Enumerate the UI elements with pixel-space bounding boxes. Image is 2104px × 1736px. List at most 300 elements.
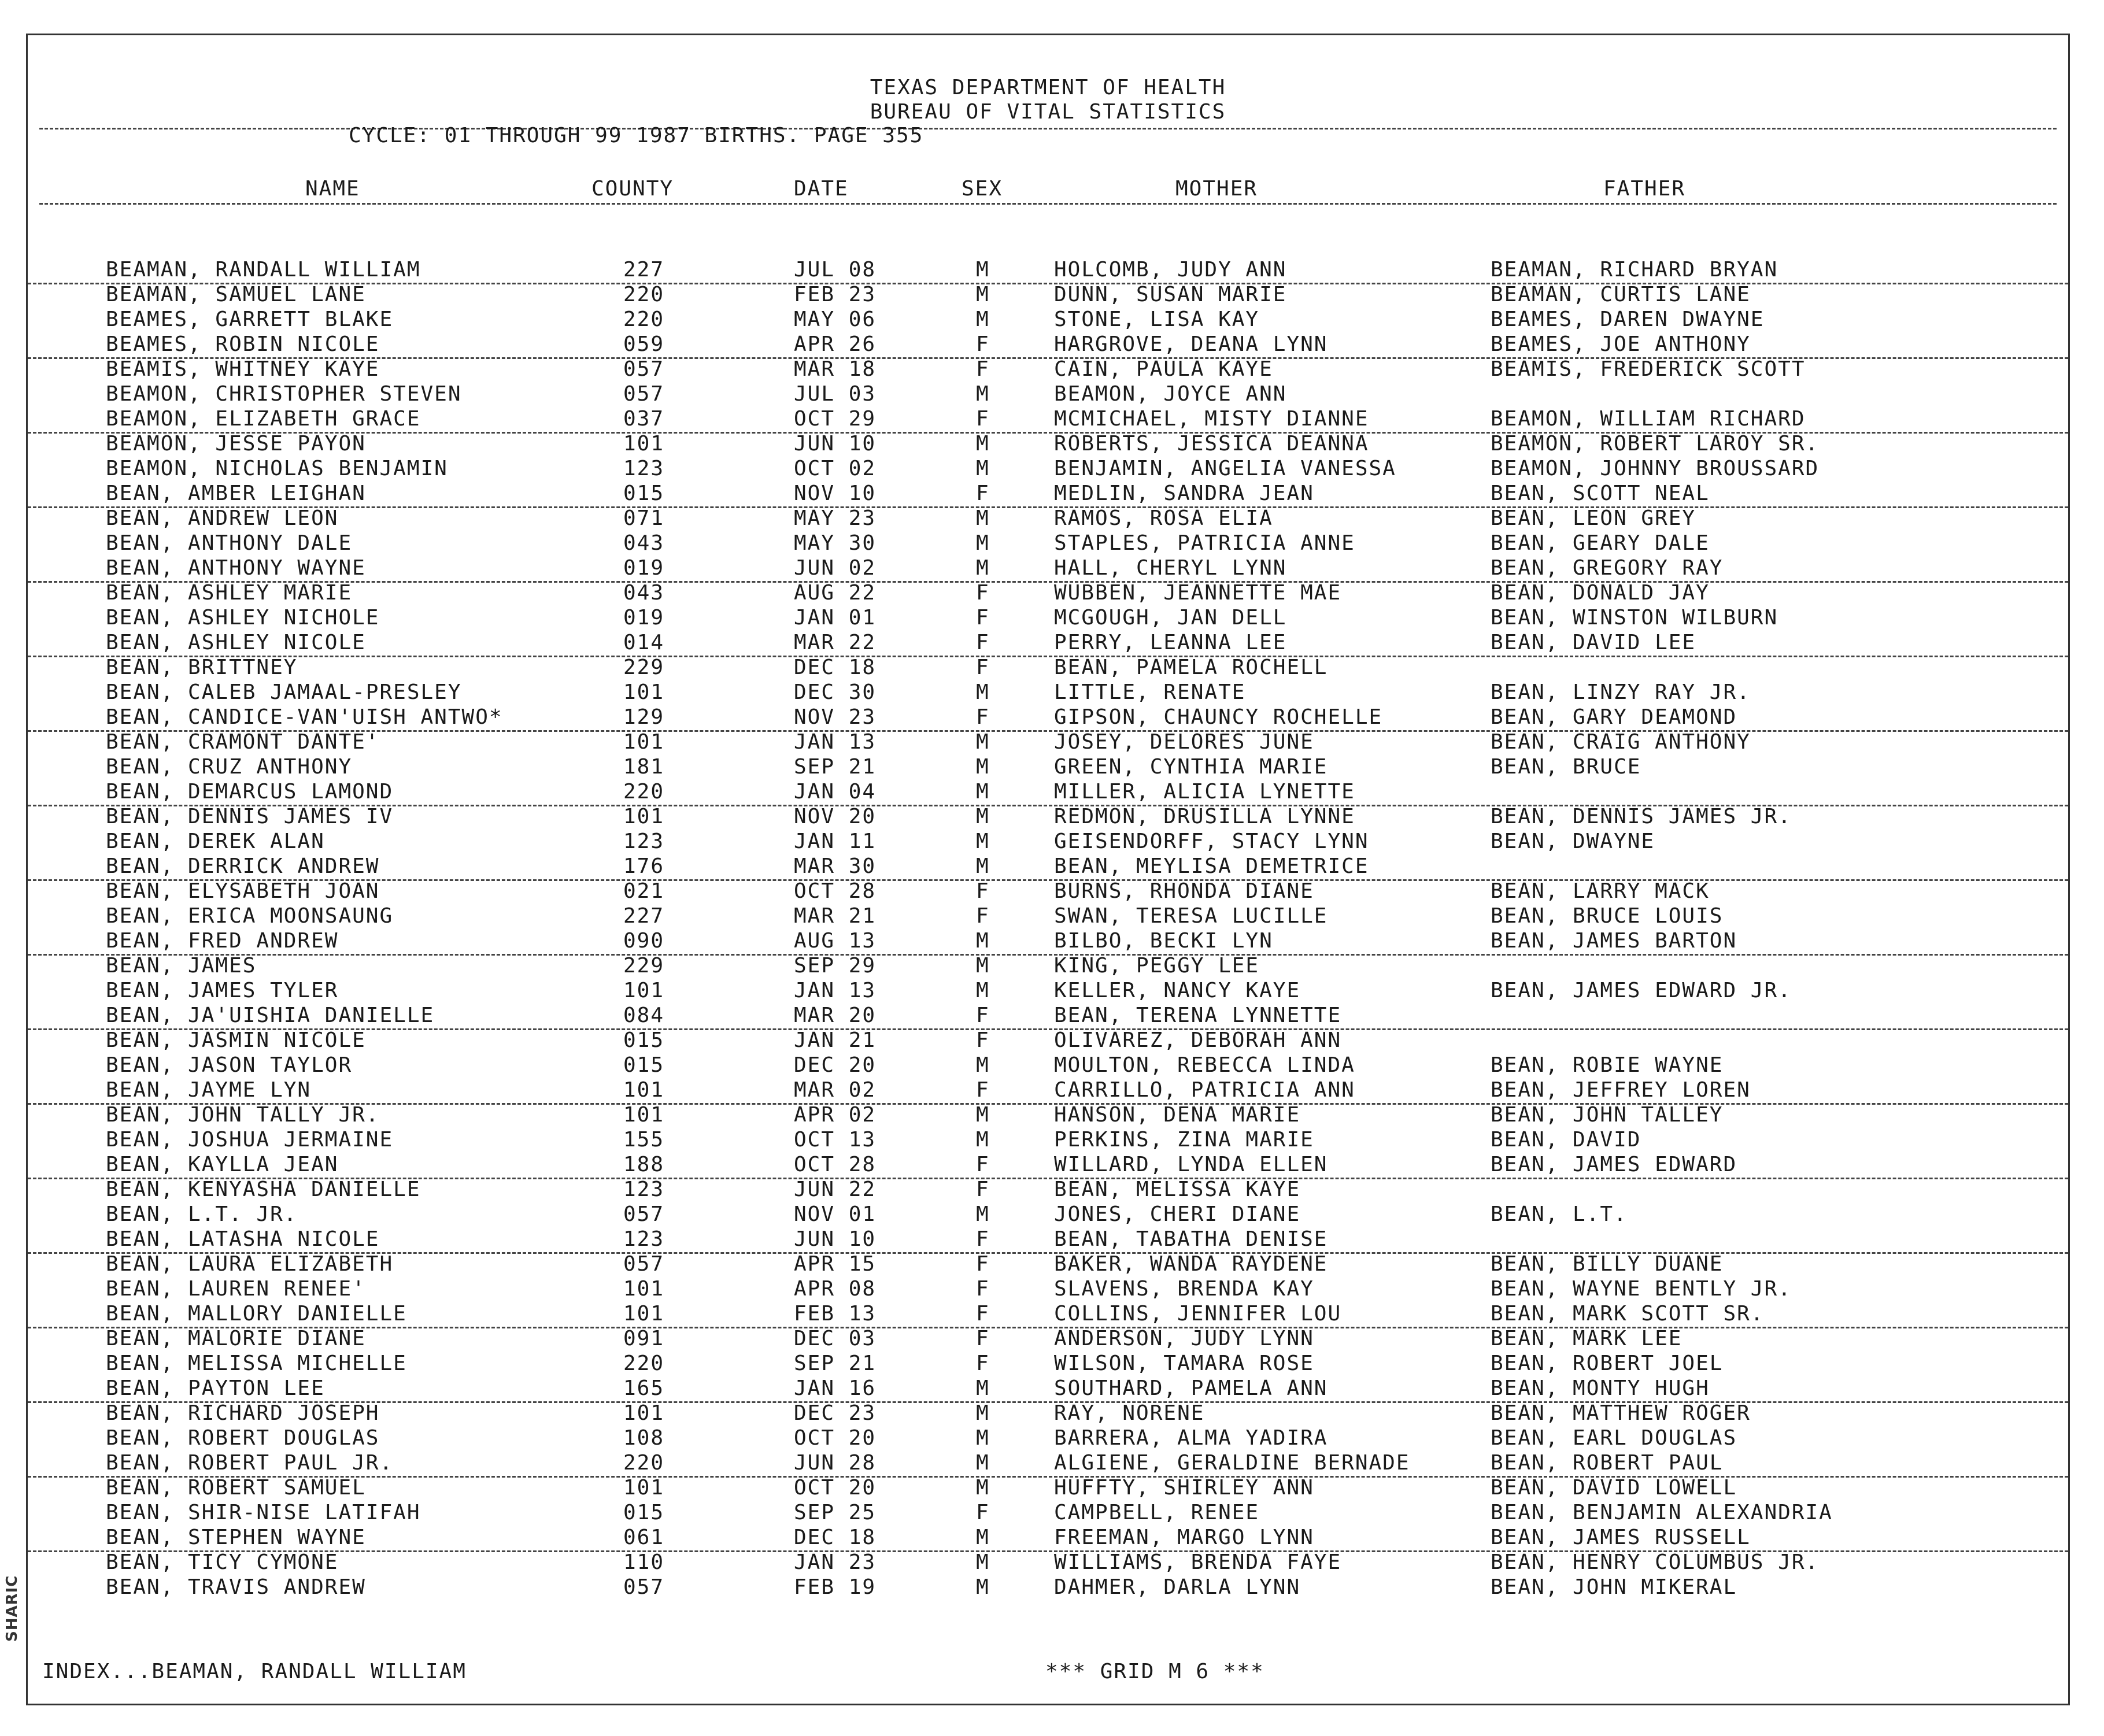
cell-name: BEAN, JASMIN NICOLE xyxy=(106,1028,366,1052)
table-row xyxy=(28,705,2068,732)
cell-date: APR 15 xyxy=(794,1252,877,1276)
cell-date: JUL 03 xyxy=(794,382,877,406)
cell-mother: COLLINS, JENNIFER LOU xyxy=(1054,1302,1342,1326)
microfilm-page xyxy=(26,34,2070,1705)
cell-sex: F xyxy=(976,606,990,630)
table-row xyxy=(28,332,2068,359)
table-row xyxy=(28,1376,2068,1403)
cell-county: 188 xyxy=(623,1153,665,1176)
cell-mother: ROBERTS, JESSICA DEANNA xyxy=(1054,432,1369,456)
column-header-date: DATE xyxy=(794,177,849,201)
table-row xyxy=(28,1426,2068,1451)
cell-name: BEAN, ELYSABETH JOAN xyxy=(106,879,380,903)
table-row xyxy=(28,1277,2068,1302)
cell-father: BEAN, L.T. xyxy=(1491,1202,1628,1226)
cell-name: BEAN, TRAVIS ANDREW xyxy=(106,1575,366,1599)
cell-name: BEAN, SHIR-NISE LATIFAH xyxy=(106,1501,421,1524)
cell-date: JAN 13 xyxy=(794,979,877,1002)
cell-county: 057 xyxy=(623,1575,665,1599)
cell-county: 123 xyxy=(623,1178,665,1201)
cell-county: 101 xyxy=(623,805,665,828)
cell-father: BEAMON, WILLIAM RICHARD xyxy=(1491,407,1806,431)
cell-mother: ANDERSON, JUDY LYNN xyxy=(1054,1327,1314,1350)
cell-mother: BARRERA, ALMA YADIRA xyxy=(1054,1426,1328,1450)
table-row xyxy=(28,457,2068,482)
cell-date: FEB 23 xyxy=(794,283,877,306)
cell-mother: WUBBEN, JEANNETTE MAE xyxy=(1054,581,1342,605)
cell-father: BEAMES, DAREN DWAYNE xyxy=(1491,308,1765,331)
cell-county: 108 xyxy=(623,1426,665,1450)
cell-date: JUL 08 xyxy=(794,258,877,282)
cell-name: BEAN, JOSHUA JERMAINE xyxy=(106,1128,394,1152)
cell-father: BEAN, DAVID xyxy=(1491,1128,1641,1152)
cell-county: 090 xyxy=(623,929,665,953)
cell-mother: HUFFTY, SHIRLEY ANN xyxy=(1054,1476,1314,1500)
cell-name: BEAN, RICHARD JOSEPH xyxy=(106,1401,380,1425)
cell-father: BEAN, BENJAMIN ALEXANDRIA xyxy=(1491,1501,1833,1524)
cell-name: BEAMES, ROBIN NICOLE xyxy=(106,332,380,356)
cell-mother: STAPLES, PATRICIA ANNE xyxy=(1054,531,1355,555)
cell-county: 084 xyxy=(623,1004,665,1027)
cell-sex: M xyxy=(976,1128,990,1152)
cell-county: 123 xyxy=(623,830,665,853)
cell-date: MAR 02 xyxy=(794,1078,877,1102)
cell-sex: M xyxy=(976,432,990,456)
table-row xyxy=(28,308,2068,332)
cell-date: OCT 29 xyxy=(794,407,877,431)
cell-mother: BEAN, TABATHA DENISE xyxy=(1054,1227,1328,1251)
cell-county: 019 xyxy=(623,606,665,630)
cell-name: BEAN, ROBERT PAUL JR. xyxy=(106,1451,394,1475)
cell-mother: BEAN, MELISSA KAYE xyxy=(1054,1178,1301,1201)
cell-mother: PERRY, LEANNA LEE xyxy=(1054,631,1287,654)
cell-date: APR 02 xyxy=(794,1103,877,1127)
cell-name: BEAMAN, SAMUEL LANE xyxy=(106,283,366,306)
cell-county: 101 xyxy=(623,730,665,754)
cell-father: BEAMAN, CURTIS LANE xyxy=(1491,283,1751,306)
cell-name: BEAN, FRED ANDREW xyxy=(106,929,339,953)
cell-father: BEAN, DENNIS JAMES JR. xyxy=(1491,805,1792,828)
cell-mother: MCMICHAEL, MISTY DIANNE xyxy=(1054,407,1369,431)
table-row xyxy=(28,780,2068,806)
table-row xyxy=(28,680,2068,705)
cell-father: BEAN, DAVID LOWELL xyxy=(1491,1476,1737,1500)
cell-county: 220 xyxy=(623,1451,665,1475)
cell-sex: F xyxy=(976,1153,990,1176)
table-row xyxy=(28,531,2068,556)
table-row xyxy=(28,1252,2068,1277)
cell-name: BEAN, ASHLEY NICHOLE xyxy=(106,606,380,630)
table-row xyxy=(28,258,2068,284)
cell-sex: M xyxy=(976,680,990,704)
cell-mother: JONES, CHERI DIANE xyxy=(1054,1202,1301,1226)
table-row xyxy=(28,606,2068,631)
cell-sex: F xyxy=(976,357,990,381)
cell-mother: PERKINS, ZINA MARIE xyxy=(1054,1128,1314,1152)
cell-date: JUN 22 xyxy=(794,1178,877,1201)
cell-father: BEAN, JAMES EDWARD JR. xyxy=(1491,979,1792,1002)
cell-mother: REDMON, DRUSILLA LYNNE xyxy=(1054,805,1355,828)
cell-date: SEP 21 xyxy=(794,1352,877,1375)
cell-name: BEAN, CRUZ ANTHONY xyxy=(106,755,353,779)
cell-name: BEAN, ROBERT DOUGLAS xyxy=(106,1426,380,1450)
column-header-father: FATHER xyxy=(1603,177,1686,201)
cycle-line: CYCLE: 01 THROUGH 99 1987 BIRTHS. PAGE 355 xyxy=(349,124,924,147)
cell-father: BEAN, JAMES RUSSELL xyxy=(1491,1526,1751,1549)
index-footer: INDEX...BEAMAN, RANDALL WILLIAM xyxy=(42,1660,467,1683)
cell-date: NOV 23 xyxy=(794,705,877,729)
cell-mother: CAMPBELL, RENEE xyxy=(1054,1501,1260,1524)
cell-name: BEAN, ERICA MOONSAUNG xyxy=(106,904,394,928)
cell-sex: M xyxy=(976,283,990,306)
cell-mother: BENJAMIN, ANGELIA VANESSA xyxy=(1054,457,1396,480)
cell-date: JAN 16 xyxy=(794,1376,877,1400)
table-row xyxy=(28,1227,2068,1254)
table-row xyxy=(28,506,2068,531)
cell-sex: F xyxy=(976,1028,990,1052)
cell-sex: F xyxy=(976,1178,990,1201)
cell-date: NOV 10 xyxy=(794,482,877,505)
cell-sex: F xyxy=(976,1227,990,1251)
cell-mother: HOLCOMB, JUDY ANN xyxy=(1054,258,1287,282)
cell-sex: F xyxy=(976,1078,990,1102)
column-header-mother: MOTHER xyxy=(1175,177,1258,201)
cell-mother: GEISENDORFF, STACY LYNN xyxy=(1054,830,1369,853)
cell-date: AUG 22 xyxy=(794,581,877,605)
cell-father: BEAN, MARK SCOTT SR. xyxy=(1491,1302,1765,1326)
cell-date: MAY 30 xyxy=(794,531,877,555)
cell-date: SEP 29 xyxy=(794,954,877,978)
table-row xyxy=(28,730,2068,755)
table-row xyxy=(28,1202,2068,1227)
cell-county: 155 xyxy=(623,1128,665,1152)
cell-sex: M xyxy=(976,457,990,480)
cell-date: JAN 04 xyxy=(794,780,877,804)
cell-county: 059 xyxy=(623,332,665,356)
cell-county: 220 xyxy=(623,283,665,306)
cell-mother: BAKER, WANDA RAYDENE xyxy=(1054,1252,1328,1276)
cell-name: BEAN, DEREK ALAN xyxy=(106,830,325,853)
cell-mother: KELLER, NANCY KAYE xyxy=(1054,979,1301,1002)
table-row xyxy=(28,1178,2068,1202)
table-row xyxy=(28,1575,2068,1600)
cell-county: 220 xyxy=(623,1352,665,1375)
cell-father: BEAN, ROBIE WAYNE xyxy=(1491,1053,1724,1077)
cell-date: MAR 21 xyxy=(794,904,877,928)
table-row xyxy=(28,879,2068,904)
cell-date: OCT 20 xyxy=(794,1476,877,1500)
cell-county: 220 xyxy=(623,780,665,804)
grid-footer: *** GRID M 6 *** xyxy=(1045,1660,1264,1683)
cell-county: 101 xyxy=(623,432,665,456)
table-row xyxy=(28,1053,2068,1078)
table-row xyxy=(28,482,2068,508)
cell-sex: F xyxy=(976,1501,990,1524)
cell-county: 101 xyxy=(623,1302,665,1326)
table-row xyxy=(28,805,2068,830)
cell-sex: M xyxy=(976,258,990,282)
cell-name: BEAN, LATASHA NICOLE xyxy=(106,1227,380,1251)
cell-father: BEAN, DONALD JAY xyxy=(1491,581,1710,605)
cell-mother: WILLIAMS, BRENDA FAYE xyxy=(1054,1550,1342,1574)
cell-date: MAY 23 xyxy=(794,506,877,530)
cell-county: 057 xyxy=(623,382,665,406)
cell-sex: F xyxy=(976,656,990,679)
cell-name: BEAN, LAURA ELIZABETH xyxy=(106,1252,394,1276)
cell-mother: STONE, LISA KAY xyxy=(1054,308,1260,331)
cell-date: FEB 13 xyxy=(794,1302,877,1326)
table-row xyxy=(28,1451,2068,1478)
cell-date: JAN 23 xyxy=(794,1550,877,1574)
cell-sex: F xyxy=(976,407,990,431)
cell-sex: F xyxy=(976,879,990,903)
cell-sex: M xyxy=(976,531,990,555)
header-rule xyxy=(39,128,2057,129)
cell-sex: M xyxy=(976,308,990,331)
cell-sex: M xyxy=(976,1202,990,1226)
cell-name: BEAMON, CHRISTOPHER STEVEN xyxy=(106,382,462,406)
cell-sex: F xyxy=(976,1252,990,1276)
cell-father: BEAN, LARRY MACK xyxy=(1491,879,1710,903)
table-row xyxy=(28,755,2068,780)
cell-date: DEC 18 xyxy=(794,656,877,679)
cell-name: BEAN, CALEB JAMAAL-PRESLEY xyxy=(106,680,462,704)
cell-date: JAN 01 xyxy=(794,606,877,630)
cell-father: BEAN, WINSTON WILBURN xyxy=(1491,606,1778,630)
cell-mother: HANSON, DENA MARIE xyxy=(1054,1103,1301,1127)
cell-father: BEAN, LEON GREY xyxy=(1491,506,1696,530)
cell-father: BEAN, HENRY COLUMBUS JR. xyxy=(1491,1550,1820,1574)
cell-name: BEAN, ANTHONY DALE xyxy=(106,531,353,555)
cell-sex: M xyxy=(976,854,990,878)
cell-mother: RAMOS, ROSA ELIA xyxy=(1054,506,1273,530)
cell-name: BEAMIS, WHITNEY KAYE xyxy=(106,357,380,381)
cell-county: 019 xyxy=(623,556,665,580)
cell-father: BEAN, WAYNE BENTLY JR. xyxy=(1491,1277,1792,1301)
cell-date: DEC 03 xyxy=(794,1327,877,1350)
cell-sex: M xyxy=(976,1053,990,1077)
cell-father: BEAN, GREGORY RAY xyxy=(1491,556,1724,580)
cell-date: JAN 13 xyxy=(794,730,877,754)
cell-county: 043 xyxy=(623,581,665,605)
cell-mother: LITTLE, RENATE xyxy=(1054,680,1246,704)
cell-mother: WILSON, TAMARA ROSE xyxy=(1054,1352,1314,1375)
cell-date: JUN 02 xyxy=(794,556,877,580)
cell-county: 057 xyxy=(623,1252,665,1276)
cell-sex: M xyxy=(976,1476,990,1500)
cell-father: BEAN, BRUCE LOUIS xyxy=(1491,904,1724,928)
cell-sex: F xyxy=(976,705,990,729)
cell-mother: KING, PEGGY LEE xyxy=(1054,954,1260,978)
cell-father: BEAMES, JOE ANTHONY xyxy=(1491,332,1751,356)
cell-date: JUN 10 xyxy=(794,432,877,456)
table-row xyxy=(28,581,2068,606)
cell-mother: MOULTON, REBECCA LINDA xyxy=(1054,1053,1355,1077)
cell-date: MAY 06 xyxy=(794,308,877,331)
cell-sex: F xyxy=(976,482,990,505)
cell-father: BEAN, BILLY DUANE xyxy=(1491,1252,1724,1276)
cell-name: BEAN, DEMARCUS LAMOND xyxy=(106,780,394,804)
table-row xyxy=(28,1352,2068,1376)
cell-date: OCT 13 xyxy=(794,1128,877,1152)
table-row xyxy=(28,1550,2068,1575)
table-row xyxy=(28,283,2068,308)
cell-date: OCT 28 xyxy=(794,1153,877,1176)
cell-mother: CAIN, PAULA KAYE xyxy=(1054,357,1273,381)
cell-father: BEAN, LINZY RAY JR. xyxy=(1491,680,1751,704)
cell-father: BEAN, CRAIG ANTHONY xyxy=(1491,730,1751,754)
cell-county: 015 xyxy=(623,1501,665,1524)
cell-mother: GIPSON, CHAUNCY ROCHELLE xyxy=(1054,705,1383,729)
cell-name: BEAMON, JESSE PAYON xyxy=(106,432,366,456)
cell-mother: BEAN, MEYLISA DEMETRICE xyxy=(1054,854,1369,878)
table-row xyxy=(28,1501,2068,1526)
cell-county: 015 xyxy=(623,482,665,505)
cell-county: 043 xyxy=(623,531,665,555)
cell-name: BEAN, ANTHONY WAYNE xyxy=(106,556,366,580)
table-row xyxy=(28,357,2068,382)
cell-county: 015 xyxy=(623,1028,665,1052)
cell-county: 037 xyxy=(623,407,665,431)
cell-date: SEP 21 xyxy=(794,755,877,779)
bureau-title: BUREAU OF VITAL STATISTICS xyxy=(870,100,1226,124)
cell-sex: F xyxy=(976,1352,990,1375)
cell-sex: M xyxy=(976,1575,990,1599)
cell-county: 181 xyxy=(623,755,665,779)
cell-mother: RAY, NORENE xyxy=(1054,1401,1205,1425)
table-row xyxy=(28,631,2068,657)
cell-date: FEB 19 xyxy=(794,1575,877,1599)
cell-name: BEAN, PAYTON LEE xyxy=(106,1376,325,1400)
cell-date: JAN 21 xyxy=(794,1028,877,1052)
column-header-county: COUNTY xyxy=(591,177,674,201)
cell-date: DEC 23 xyxy=(794,1401,877,1425)
cell-date: NOV 20 xyxy=(794,805,877,828)
table-row xyxy=(28,656,2068,680)
cell-father: BEAN, JAMES BARTON xyxy=(1491,929,1737,953)
cell-mother: ALGIENE, GERALDINE BERNADE xyxy=(1054,1451,1410,1475)
cell-name: BEAN, BRITTNEY xyxy=(106,656,298,679)
table-row xyxy=(28,929,2068,956)
cell-mother: DUNN, SUSAN MARIE xyxy=(1054,283,1287,306)
cell-name: BEAN, MELISSA MICHELLE xyxy=(106,1352,407,1375)
table-row xyxy=(28,830,2068,854)
cell-mother: MCGOUGH, JAN DELL xyxy=(1054,606,1287,630)
cell-mother: SWAN, TERESA LUCILLE xyxy=(1054,904,1328,928)
cell-county: 227 xyxy=(623,904,665,928)
cell-sex: M xyxy=(976,1426,990,1450)
cell-county: 220 xyxy=(623,308,665,331)
cell-name: BEAN, ANDREW LEON xyxy=(106,506,339,530)
cell-father: BEAN, MONTY HUGH xyxy=(1491,1376,1710,1400)
cell-sex: M xyxy=(976,506,990,530)
cell-county: 057 xyxy=(623,1202,665,1226)
cell-mother: DAHMER, DARLA LYNN xyxy=(1054,1575,1301,1599)
cell-mother: OLIVAREZ, DEBORAH ANN xyxy=(1054,1028,1342,1052)
cell-name: BEAN, TICY CYMONE xyxy=(106,1550,339,1574)
cell-mother: HALL, CHERYL LYNN xyxy=(1054,556,1287,580)
cell-sex: M xyxy=(976,382,990,406)
cell-name: BEAN, JAMES TYLER xyxy=(106,979,339,1002)
cell-name: BEAN, STEPHEN WAYNE xyxy=(106,1526,366,1549)
cell-father: BEAN, SCOTT NEAL xyxy=(1491,482,1710,505)
table-row xyxy=(28,1302,2068,1328)
cell-county: 101 xyxy=(623,680,665,704)
cell-mother: GREEN, CYNTHIA MARIE xyxy=(1054,755,1328,779)
cell-father: BEAMAN, RICHARD BRYAN xyxy=(1491,258,1778,282)
cell-date: MAR 22 xyxy=(794,631,877,654)
cell-father: BEAN, JOHN TALLEY xyxy=(1491,1103,1724,1127)
cell-father: BEAN, ROBERT JOEL xyxy=(1491,1352,1724,1375)
cell-name: BEAN, KENYASHA DANIELLE xyxy=(106,1178,421,1201)
cell-mother: BEAN, PAMELA ROCHELL xyxy=(1054,656,1328,679)
table-row xyxy=(28,854,2068,881)
cell-county: 101 xyxy=(623,1277,665,1301)
cell-name: BEAMON, ELIZABETH GRACE xyxy=(106,407,421,431)
cell-name: BEAN, JAYME LYN xyxy=(106,1078,312,1102)
table-row xyxy=(28,1004,2068,1030)
cell-date: JAN 11 xyxy=(794,830,877,853)
cell-father: BEAN, MATTHEW ROGER xyxy=(1491,1401,1751,1425)
cell-date: MAR 20 xyxy=(794,1004,877,1027)
cell-name: BEAN, LAUREN RENEE' xyxy=(106,1277,366,1301)
cell-county: 101 xyxy=(623,1078,665,1102)
cell-sex: M xyxy=(976,780,990,804)
cell-date: MAR 30 xyxy=(794,854,877,878)
cell-county: 015 xyxy=(623,1053,665,1077)
cell-sex: M xyxy=(976,556,990,580)
cell-date: OCT 02 xyxy=(794,457,877,480)
cell-sex: M xyxy=(976,1526,990,1549)
cell-county: 101 xyxy=(623,1103,665,1127)
cell-father: BEAN, JAMES EDWARD xyxy=(1491,1153,1737,1176)
table-row xyxy=(28,1153,2068,1179)
cell-name: BEAN, JA'UISHIA DANIELLE xyxy=(106,1004,435,1027)
cell-date: OCT 20 xyxy=(794,1426,877,1450)
cell-mother: MEDLIN, SANDRA JEAN xyxy=(1054,482,1314,505)
cell-sex: M xyxy=(976,929,990,953)
cell-date: SEP 25 xyxy=(794,1501,877,1524)
cell-father: BEAN, EARL DOUGLAS xyxy=(1491,1426,1737,1450)
department-title: TEXAS DEPARTMENT OF HEALTH xyxy=(870,76,1226,99)
cell-mother: BEAN, TERENA LYNNETTE xyxy=(1054,1004,1342,1027)
cell-mother: HARGROVE, DEANA LYNN xyxy=(1054,332,1328,356)
cell-county: 101 xyxy=(623,1476,665,1500)
table-row xyxy=(28,407,2068,434)
cell-name: BEAN, MALORIE DIANE xyxy=(106,1327,366,1350)
cell-county: 071 xyxy=(623,506,665,530)
cell-county: 061 xyxy=(623,1526,665,1549)
cell-name: BEAN, KAYLLA JEAN xyxy=(106,1153,339,1176)
cell-date: DEC 20 xyxy=(794,1053,877,1077)
cell-date: JUN 10 xyxy=(794,1227,877,1251)
cell-father: BEAN, JOHN MIKERAL xyxy=(1491,1575,1737,1599)
cell-name: BEAN, L.T. JR. xyxy=(106,1202,298,1226)
cell-father: BEAN, BRUCE xyxy=(1491,755,1641,779)
cell-name: BEAN, CANDICE-VAN'UISH ANTWO* xyxy=(106,705,503,729)
table-row xyxy=(28,1401,2068,1426)
column-header-rule xyxy=(39,203,2057,205)
cell-county: 227 xyxy=(623,258,665,282)
cell-sex: F xyxy=(976,631,990,654)
table-row xyxy=(28,904,2068,929)
cell-date: DEC 18 xyxy=(794,1526,877,1549)
cell-father: BEAMON, JOHNNY BROUSSARD xyxy=(1491,457,1820,480)
cell-sex: M xyxy=(976,1103,990,1127)
cell-name: BEAMON, NICHOLAS BENJAMIN xyxy=(106,457,448,480)
cell-sex: F xyxy=(976,332,990,356)
cell-county: 176 xyxy=(623,854,665,878)
